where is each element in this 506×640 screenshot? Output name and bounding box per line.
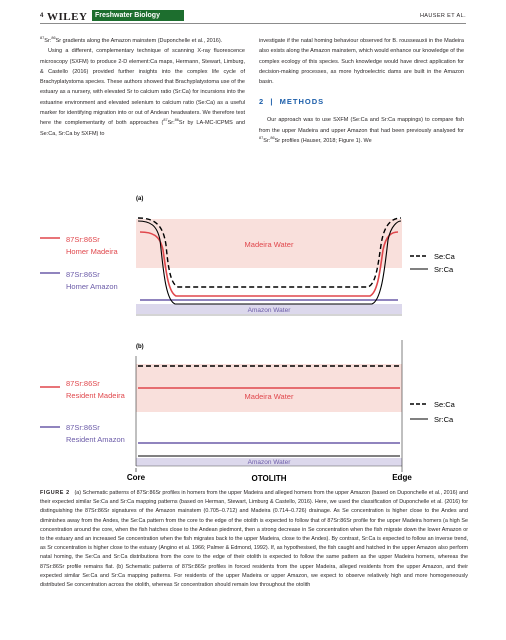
figure-caption <box>40 489 468 590</box>
panel-a-amazon-label-1: 87Sr:86Sr <box>66 270 100 279</box>
panel-b-amazon-water: Amazon Water <box>247 459 291 466</box>
running-head: HAUSER ET AL. <box>419 13 466 19</box>
panel-b-amazon-label-1: 87Sr:86Sr <box>66 423 100 432</box>
right-paragraph-1: investigate if the natal homing behaviour observed for B. rousseauxii in the Madeira also exists along the Amazon mainstem, which would enhance our knowledge of the complex ecology of this species. Such knowledge would have direct application for decision-making processes, as more hydroelectric dams are built in the Amazon basin. <box>259 38 464 86</box>
panel-a-amazon-water: Amazon Water <box>247 307 291 314</box>
panel-b-label: (b) <box>136 344 144 350</box>
panel-a-sr-legend: Sr:Ca <box>434 265 454 274</box>
axis-edge-label: Edge <box>392 473 412 482</box>
section-heading: 2 | METHODS <box>259 97 325 107</box>
panel-a-madeira-water: Madeira Water <box>244 240 294 249</box>
right-paragraph-2: Our approach was to use SXFM (Se:Ca and Sr:Ca mappings) to compare fish from the upper Madeira and upper Amazon that had been previously analysed for $^{87}$Sr:$^{86}$Sr profiles (Hauser, 2018; Figure 1). We <box>259 117 464 145</box>
panel-a-amazon-label-2: Homer Amazon <box>66 282 118 291</box>
journal-badge: Freshwater Biology <box>92 10 184 21</box>
panel-b-sr-legend: Sr:Ca <box>434 415 454 424</box>
axis-otolith-label: OTOLITH <box>251 474 287 483</box>
caption-label: FIGURE 2 <box>40 490 70 496</box>
panel-b-madeira-label-1: 87Sr:86Sr <box>66 379 100 388</box>
panel-a-madeira-label-2: Homer Madeira <box>66 247 118 256</box>
panel-b-madeira-label-2: Resident Madeira <box>66 391 125 400</box>
panel-a-madeira-label-1: 87Sr:86Sr <box>66 235 100 244</box>
panel-b-amazon-label-2: Resident Amazon <box>66 435 125 444</box>
panel-a-se-legend: Se:Ca <box>434 252 455 261</box>
panel-b-se-legend: Se:Ca <box>434 400 455 409</box>
left-paragraph-2: Using a different, complementary technique of scanning X-ray fluorescence microscopy (SXFM) to produce 2-D element:Ca maps, Hermann, Stewart, Limburg, & Castello (2016) provided further insights into the complex life cycle of Brachyplatystoma species. These authors showed that Brachyplatystoma use of the estuary as a nursery, with elevated Sr to calcium ratio (Sr:Ca) for incursions into the estuarine environment and elevated selenium to calcium ratio (Se:Ca) as a useful marker for identifying migration into or out of Andean headwaters. We therefore test here the complementarity of both approaches ($^{87}$Sr:$^{86}$Sr by LA-MC-ICPMS and Se:Ca, Sr:Ca by SXFM) to <box>40 48 245 137</box>
panel-a-label: (a) <box>136 196 144 202</box>
panel-b-madeira-water: Madeira Water <box>244 392 294 401</box>
publisher-logo: WILEY <box>47 11 88 23</box>
axis-core-label: Core <box>126 473 146 482</box>
page-number: 4 <box>40 13 44 19</box>
left-paragraph-1: $^{87}$Sr:$^{86}$Sr gradients along the Amazon mainstem (Duponchelle et al., 2016). <box>40 36 223 44</box>
caption-text: (a) Schematic patterns of 87Sr:86Sr profiles in homers from the upper Madeira and alleged homers from the upper Amazon (based on Duponchelle et al., 2016) and their expected similar Se:Ca and Sr:Ca mapping patterns (based on Herman, Stewart, Limburg & Castello, 2016). Here, we used the classification of Duponchelle et al. (2016) for distinguishing the 87Sr:86Sr signatures of the Amazon mainstem (0.705–0.712) and Madeira (0.714–0.726) drainage. As Se concentration is higher close to the Andes and diminishes away from the Andes, the Se:Ca pattern from the core to the edge of the otolith is expected to follow that of 87Sr:86Sr profile for the upper Madeira homers (a high Se concentration around the core, when the fish hatches close to the Andean piedmont, then a strong decrease in Se concentration when the fish migrate down the lower Amazon or to the estuary and an increased Se concentration when the fish migrates back to the upper Madeira, close to the Andes). By contrast, Sr:Ca is expected to follow an inverse trend, as Sr concentration is higher close to the estuary (Angino et al. 1966; Palmer & Edmond, 1992). If, as hypothesised, the fish caught and hatched in the upper Amazon also perform natal homing, the Se:Ca and Sr:Ca distributions from the core to the edge of their otolith is expected to follow the same pattern as the upper Madeira homers, whereas the 87Sr:86Sr profile remains flat. (b) Schematic patterns of 87Sr:86Sr profiles in forced residents from the upper Madeira, alleged residents from the upper Amazon, and their expected similar Se:Ca and Sr:Ca mapping patterns. For residents of the upper Madeira or upper Amazon, we expect to observe relatively high and more homogeneously distributed Se concentration across the otolith, whereas Sr concentration should remain low throughout the otolith <box>40 490 468 589</box>
